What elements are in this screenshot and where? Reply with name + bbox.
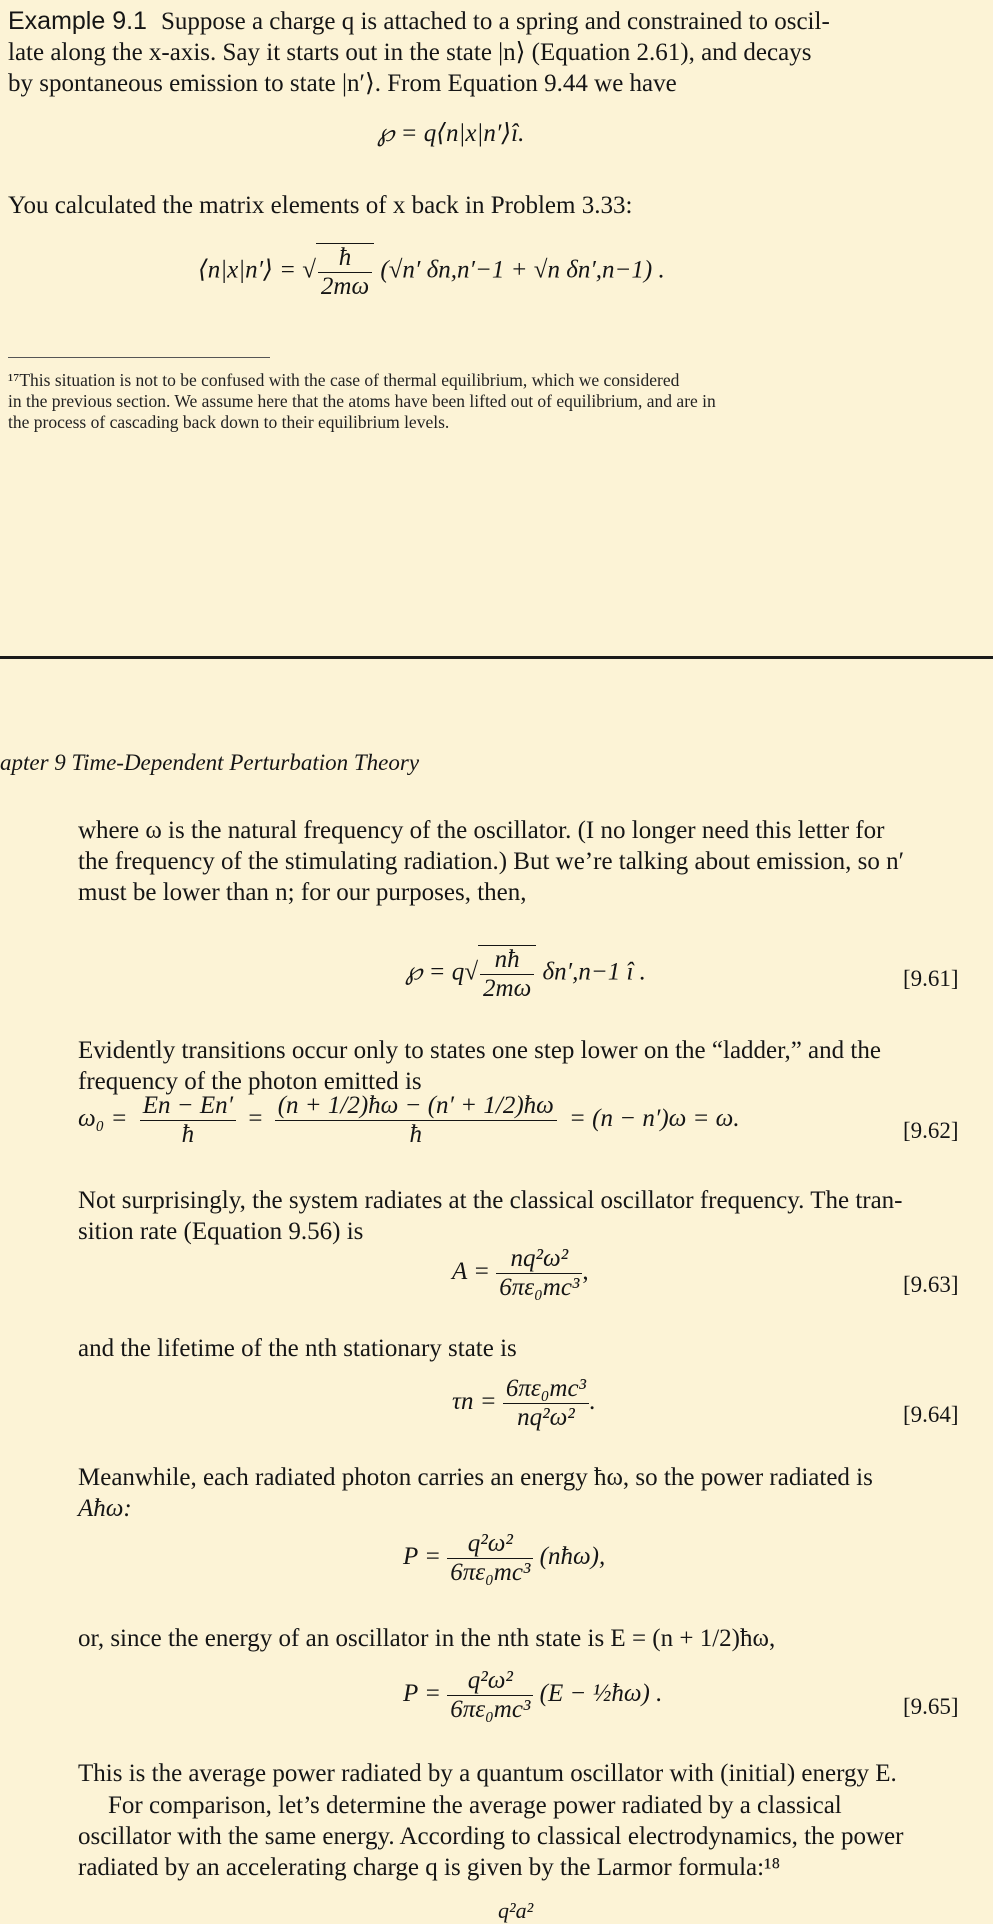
equation-9-64: τn = $\frac{\text{6πε₀mc³}}{\text{nq²ω²}}$ . [452, 1375, 596, 1431]
eq961-num: nħ [480, 946, 534, 975]
paragraph-6: or, since the energy of an oscillator in the nth state is E = (n + 1/2)ħω, [78, 1625, 776, 1652]
eqP1-frac [447, 1530, 533, 1587]
eq962-frac-1 [140, 1092, 236, 1149]
footnote-17 [8, 370, 983, 433]
eqP1-rhs: (nħω), [539, 1543, 606, 1571]
eq965-den: 6πε₀mc³ [450, 1696, 531, 1723]
paragraph-3 [78, 1185, 978, 1247]
intro-line-2: late along the x-axis. Say it starts out in the state |n⟩ (Equation 2.61), and decays [8, 39, 812, 66]
eq962-f1-num: En − En′ [140, 1092, 236, 1121]
eq-number-9-62: [9.62] [903, 1118, 959, 1143]
equation-9-62 [78, 1092, 740, 1149]
paragraph-1 [78, 815, 978, 908]
sqrt-icon: √ [302, 256, 316, 284]
p8-line-1: For comparison, let’s determine the average power radiated by a classical [108, 1792, 842, 1819]
paragraph-8 [78, 1790, 988, 1883]
intro-line-3: by spontaneous emission to state |n′⟩. From Equation 9.44 we have [8, 70, 677, 97]
matrix-text: You calculated the matrix elements of x back in Problem 3.33: [8, 192, 633, 219]
matrix-lhs: ⟨n|x|n′⟩ = [198, 256, 296, 284]
p1-line-2: the frequency of the stimulating radiation.) But we’re talking about emission, so n′ [78, 848, 905, 875]
equation-9-61 [405, 945, 646, 1003]
eq965-num: q²ω² [447, 1667, 533, 1696]
matrix-frac-num: ħ [318, 244, 372, 273]
eq965-frac [447, 1667, 533, 1724]
eq961-rhs: δn′,n−1 î . [542, 958, 646, 986]
eqP1-lhs: P = [403, 1543, 441, 1571]
eq963-lhs: A = [452, 1258, 490, 1286]
p3-line-2: sition rate (Equation 9.56) is [78, 1218, 364, 1245]
paragraph-2 [78, 1035, 978, 1097]
equation-9-63: A = $\frac{\text{nq²ω²}}{\text{6πε₀mc³}}$ , [452, 1245, 589, 1301]
matrix-equation [198, 243, 665, 301]
eq963-num: nq²ω² [496, 1245, 582, 1274]
eq963-frac [496, 1245, 582, 1302]
p5-line-2: Aħω: [78, 1495, 132, 1522]
p2-line-2: frequency of the photon emitted is [78, 1068, 422, 1095]
eq964-lhs: τn = [452, 1388, 497, 1416]
eq965-rhs: (E − ½ħω) . [539, 1680, 663, 1708]
eq962-lhs: ω₀ = [78, 1105, 128, 1133]
paragraph-5 [78, 1462, 978, 1524]
paragraph-7: This is the average power radiated by a quantum oscillator with (initial) energy E. [78, 1760, 897, 1787]
p2-line-1: Evidently transitions occur only to states one step lower on the “ladder,” and the [78, 1037, 881, 1064]
intro-line-1: Suppose a charge q is attached to a spring and constrained to oscil- [160, 8, 830, 35]
eq-number-9-65: [9.65] [903, 1694, 959, 1719]
p1-line-3: must be lower than n; for our purposes, then, [78, 879, 527, 906]
footnote-line-1: ¹⁷This situation is not to be confused with the case of thermal equilibrium, which we considered [8, 370, 680, 390]
p8-line-3: radiated by an accelerating charge q is given by the Larmor formula:¹⁸ [78, 1854, 781, 1881]
eq-number-9-63: [9.63] [903, 1272, 959, 1297]
running-header: apter 9 Time-Dependent Perturbation Theory [0, 750, 420, 775]
p5-line-1: Meanwhile, each radiated photon carries an energy ħω, so the power radiated is [78, 1464, 873, 1491]
eq-number-9-64: [9.64] [903, 1402, 959, 1427]
eq964-num: 6πε₀mc³ [503, 1375, 589, 1404]
eq962-rhs: = (n − n′)ω = ω. [569, 1105, 740, 1133]
eq962-f2-den: ħ [409, 1121, 422, 1148]
page-separator [0, 656, 993, 659]
sqrt-icon: √ [464, 958, 479, 986]
p3-line-1: Not surprisingly, the system radiates at the classical oscillator frequency. The tran- [78, 1187, 903, 1214]
matrix-frac-den: 2mω [320, 273, 370, 300]
equation-power-1 [403, 1530, 605, 1587]
example-label: Example 9.1 [8, 7, 147, 35]
eq964-den: nq²ω² [517, 1404, 575, 1431]
p1-line-1: where ω is the natural frequency of the oscillator. (I no longer need this letter for [78, 817, 885, 844]
footnote-rule [8, 357, 270, 358]
eq962-f1-den: ħ [181, 1121, 195, 1148]
dipole-equation: ℘ = q⟨n|x|n′⟩î. [377, 120, 525, 147]
eq962-f2-num: (n + 1/2)ħω − (n′ + 1/2)ħω [275, 1092, 557, 1121]
equation-9-65 [403, 1667, 662, 1724]
eq963-den: 6πε₀mc³ [499, 1274, 580, 1301]
matrix-rhs: (√n′ δn,n′−1 + √n δn′,n−1) . [380, 256, 665, 284]
eq961-den: 2mω [483, 975, 532, 1002]
paragraph-4: and the lifetime of the nth stationary state is [78, 1335, 517, 1362]
example-text [8, 6, 983, 99]
cut-off-fragment: q²a² [498, 1898, 534, 1923]
equals-sign: = [248, 1105, 263, 1133]
footnote-line-2: in the previous section. We assume here that the atoms have been lifted out of equilibrium, and are in [8, 391, 716, 411]
matrix-frac [316, 243, 374, 301]
eq961-frac [478, 945, 536, 1003]
p8-line-2: oscillator with the same energy. According to classical electrodynamics, the power [78, 1823, 904, 1850]
eq-number-9-61: [9.61] [903, 966, 959, 991]
eq964-frac [503, 1375, 589, 1432]
eq965-lhs: P = [403, 1680, 441, 1708]
eqP1-num: q²ω² [447, 1530, 533, 1559]
eq961-lhs: ℘ = q [405, 958, 465, 986]
footnote-line-3: the process of cascading back down to their equilibrium levels. [8, 412, 450, 432]
eq962-frac-2 [275, 1092, 557, 1149]
eqP1-den: 6πε₀mc³ [450, 1559, 531, 1586]
